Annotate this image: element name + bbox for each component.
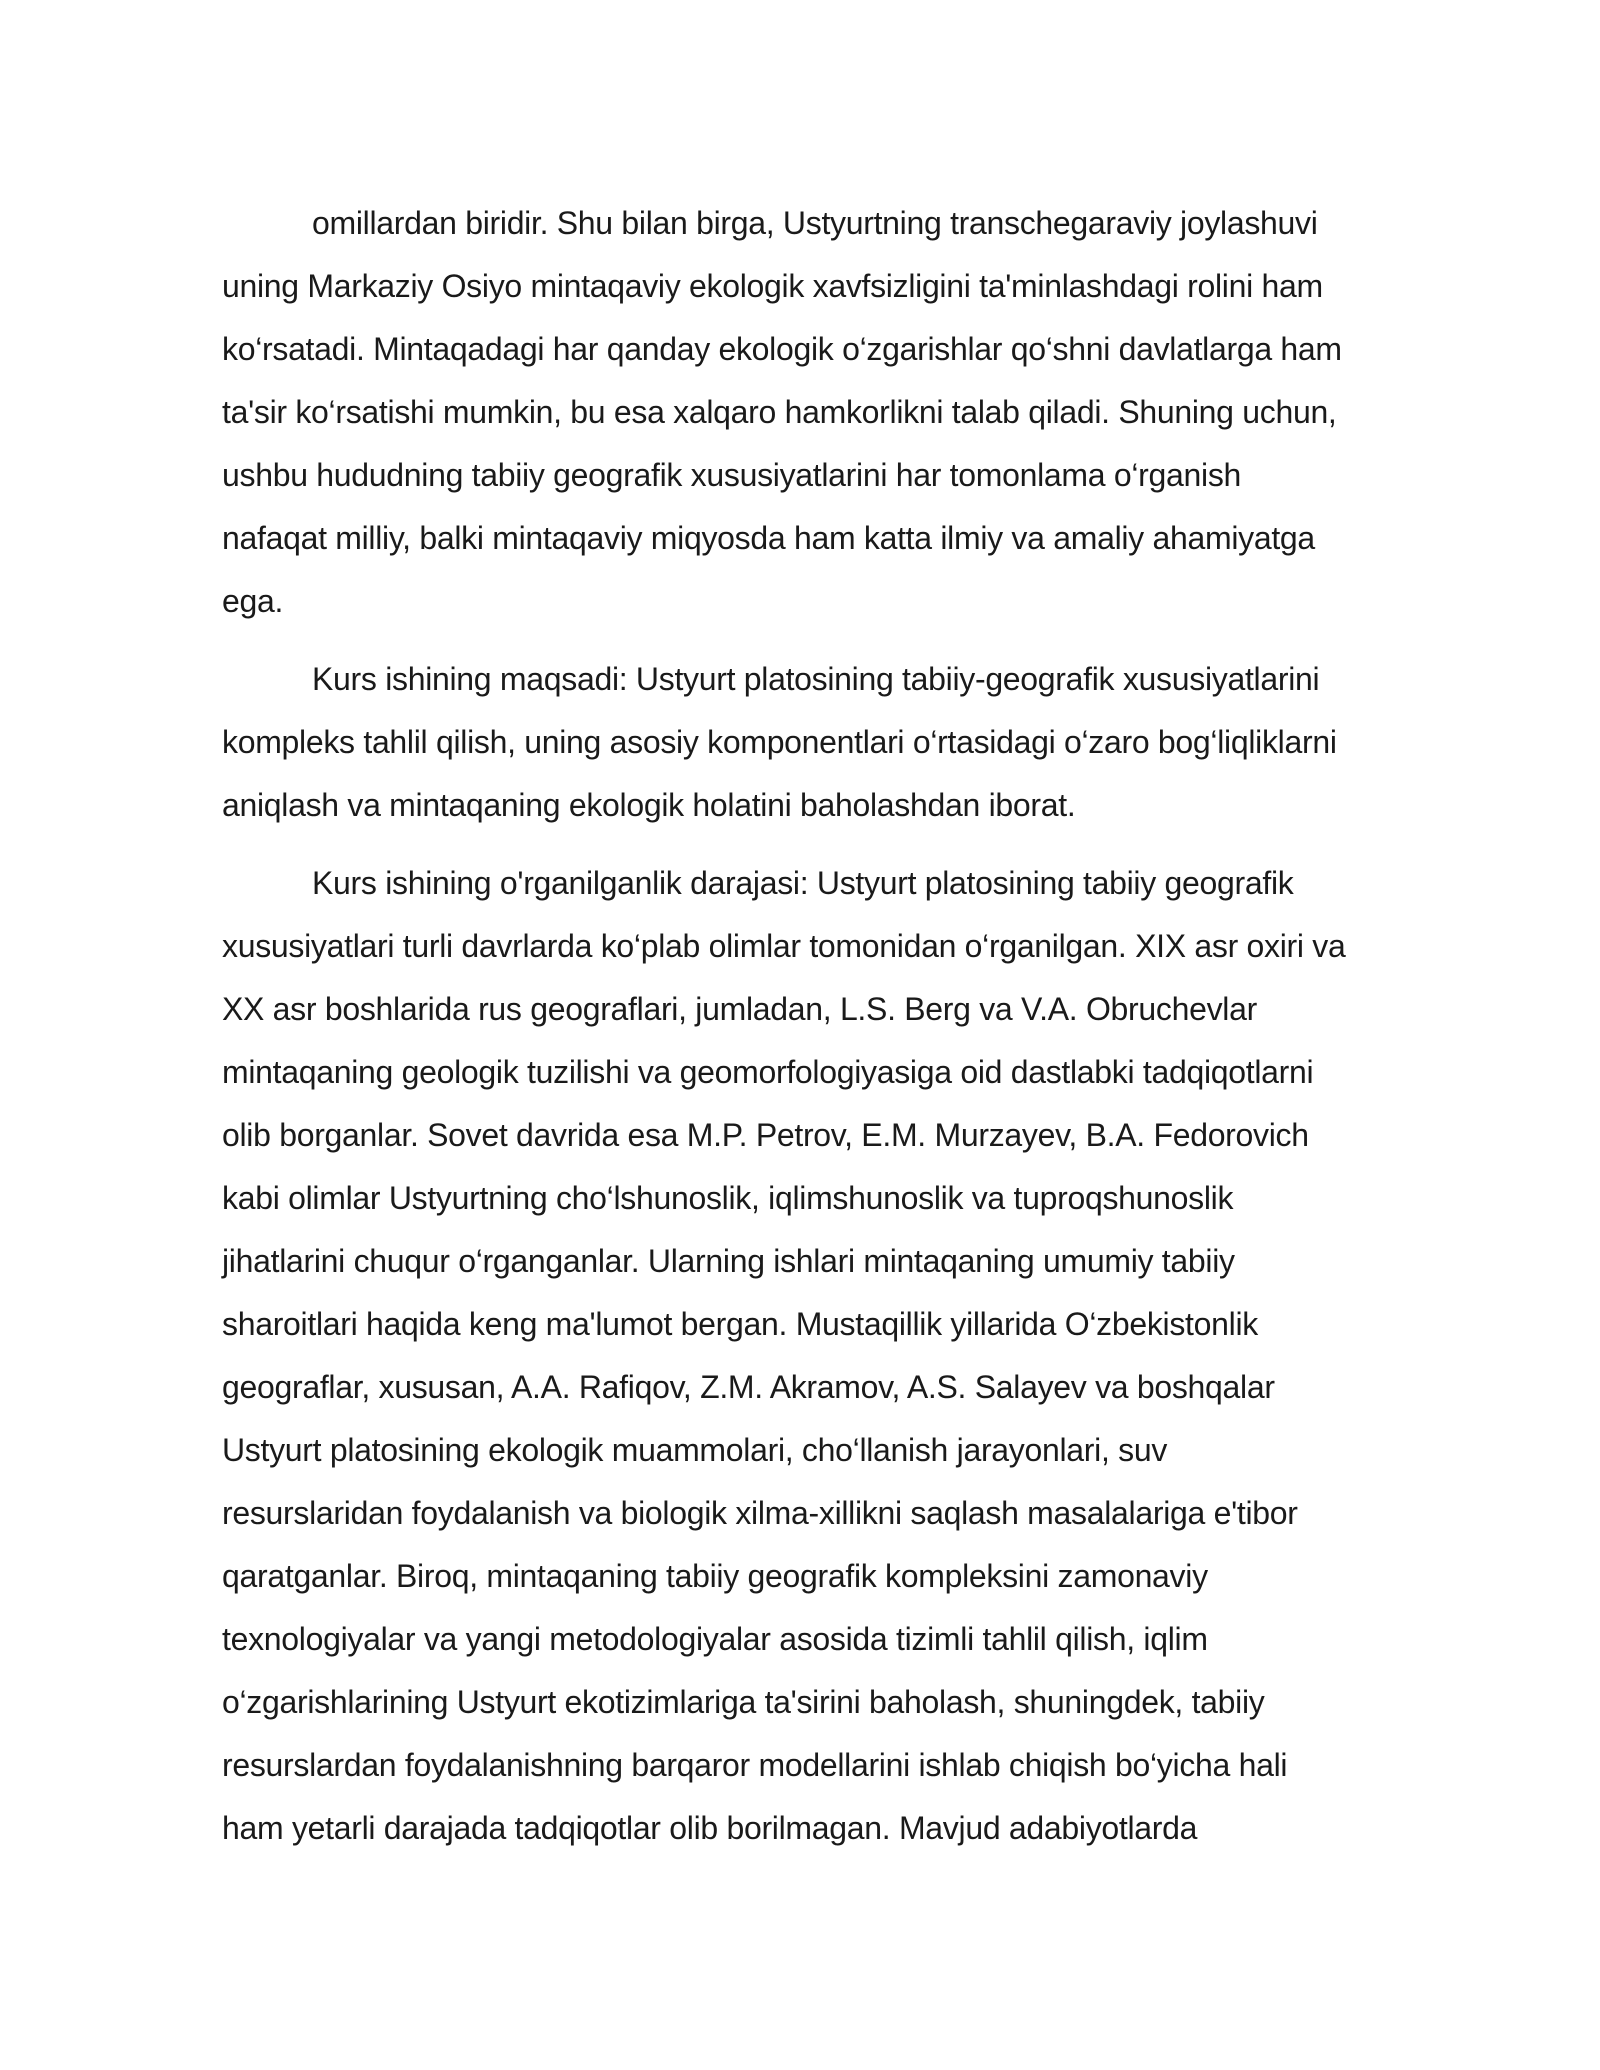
text-line: ega. bbox=[222, 583, 284, 619]
paragraph-literature-review bbox=[222, 852, 1492, 1860]
text-line: Ustyurt platosining ekologik muammolari, cho‘llanish jarayonlari, suv bbox=[222, 1432, 1168, 1468]
text-line: texnologiyalar va yangi metodologiyalar asosida tizimli tahlil qilish, iqlim bbox=[222, 1621, 1208, 1657]
text-line: aniqlash va mintaqaning ekologik holatini baholashdan iborat. bbox=[222, 787, 1076, 823]
text-line: resurslardan foydalanishning barqaror modellarini ishlab chiqish bo‘yicha hali bbox=[222, 1747, 1288, 1783]
text-line: kompleks tahlil qilish, uning asosiy komponentlari o‘rtasidagi o‘zaro bog‘liqliklarni bbox=[222, 724, 1337, 760]
text-line: resurslaridan foydalanish va biologik xilma-xillikni saqlash masalalariga e'tibor bbox=[222, 1495, 1298, 1531]
text-line: omillardan biridir. Shu bilan birga, Ustyurtning transchegaraviy joylashuvi bbox=[312, 205, 1318, 241]
paragraph-objective bbox=[222, 648, 1492, 837]
paragraph-intro-continuation bbox=[222, 192, 1492, 633]
text-line: geograflar, xususan, A.A. Rafiqov, Z.M. Akramov, A.S. Salayev va boshqalar bbox=[222, 1369, 1275, 1405]
text-line: ham yetarli darajada tadqiqotlar olib borilmagan. Mavjud adabiyotlarda bbox=[222, 1810, 1198, 1846]
text-line: mintaqaning geologik tuzilishi va geomorfologiyasiga oid dastlabki tadqiqotlarni bbox=[222, 1054, 1314, 1090]
text-line: ko‘rsatadi. Mintaqadagi har qanday ekologik o‘zgarishlar qo‘shni davlatlarga ham bbox=[222, 331, 1342, 367]
text-line: uning Markaziy Osiyo mintaqaviy ekologik xavfsizligini ta'minlashdagi rolini ham bbox=[222, 268, 1323, 304]
text-line: sharoitlari haqida keng ma'lumot bergan. Mustaqillik yillarida O‘zbekistonlik bbox=[222, 1306, 1258, 1342]
text-line: Kurs ishining o'rganilganlik darajasi: Ustyurt platosining tabiiy geografik bbox=[312, 865, 1294, 901]
text-line: jihatlarini chuqur o‘rganganlar. Ularning ishlari mintaqaning umumiy tabiiy bbox=[222, 1243, 1235, 1279]
text-line: olib borganlar. Sovet davrida esa M.P. Petrov, E.M. Murzayev, B.A. Fedorovich bbox=[222, 1117, 1309, 1153]
text-line: nafaqat milliy, balki mintaqaviy miqyosda ham katta ilmiy va amaliy ahamiyatga bbox=[222, 520, 1315, 556]
text-line: ta'sir ko‘rsatishi mumkin, bu esa xalqaro hamkorlikni talab qiladi. Shuning uchun, bbox=[222, 394, 1337, 430]
text-line: kabi olimlar Ustyurtning cho‘lshunoslik, iqlimshunoslik va tuproqshunoslik bbox=[222, 1180, 1234, 1216]
text-line: xususiyatlari turli davrlarda ko‘plab olimlar tomonidan o‘rganilgan. XIX asr oxiri va bbox=[222, 928, 1346, 964]
text-line: Kurs ishining maqsadi: Ustyurt platosining tabiiy-geografik xususiyatlarini bbox=[312, 661, 1320, 697]
text-line: o‘zgarishlarining Ustyurt ekotizimlariga ta'sirini baholash, shuningdek, tabiiy bbox=[222, 1684, 1265, 1720]
text-line: XX asr boshlarida rus geograflari, jumladan, L.S. Berg va V.A. Obruchevlar bbox=[222, 991, 1257, 1027]
text-line: qaratganlar. Biroq, mintaqaning tabiiy geografik kompleksini zamonaviy bbox=[222, 1558, 1208, 1594]
text-line: ushbu hududning tabiiy geografik xususiyatlarini har tomonlama o‘rganish bbox=[222, 457, 1242, 493]
body-text bbox=[222, 192, 1492, 1860]
